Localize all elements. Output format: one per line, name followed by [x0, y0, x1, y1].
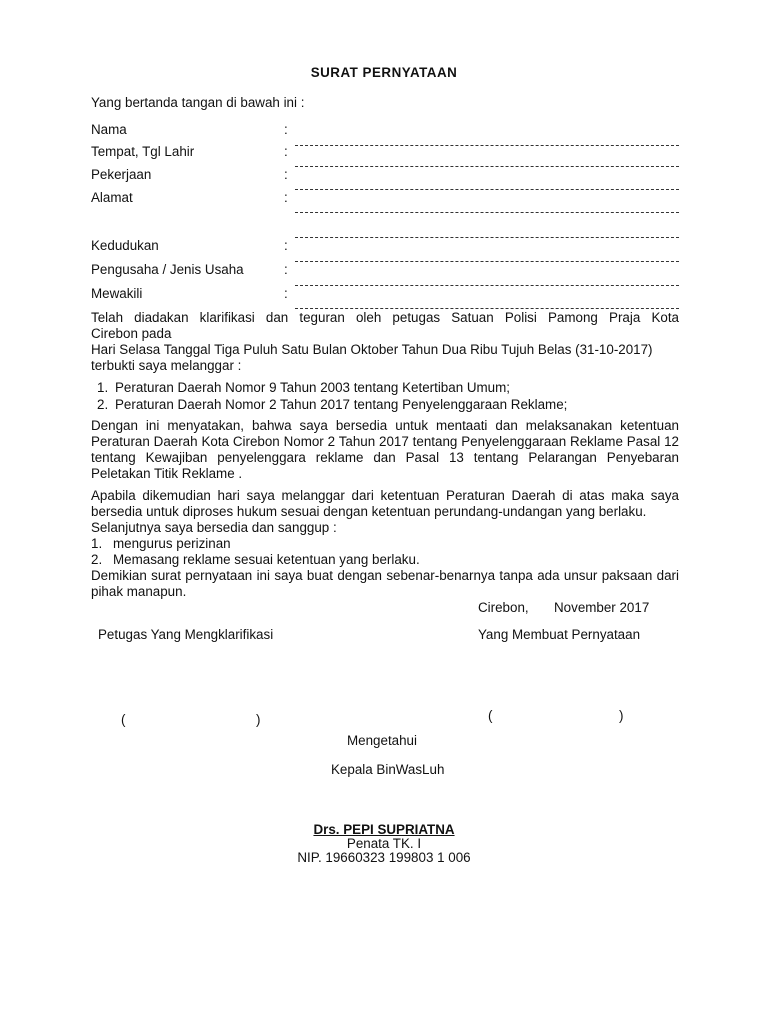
list-text: Peraturan Daerah Nomor 2 Tahun 2017 tentang Penyelenggaraan Reklame; — [115, 397, 568, 412]
paragraph-closing: Demikian surat pernyataan ini saya buat dengan sebenar-benarnya tanpa ada unsur paksaan dari pihak manapun. — [91, 568, 679, 599]
list-item — [97, 396, 567, 413]
acknowledge-label: Mengetahui — [347, 733, 417, 748]
paragraph-clarification-line2: Cirebon pada — [91, 326, 172, 341]
field-colon: : — [284, 262, 288, 277]
intro-text: Yang bertanda tangan di bawah ini : — [91, 95, 305, 110]
list-item — [91, 536, 420, 552]
fill-line — [295, 189, 679, 190]
signature-paren-open-left: ( — [121, 712, 126, 727]
field-colon: : — [284, 122, 288, 137]
list-item — [97, 379, 567, 396]
field-colon: : — [284, 190, 288, 205]
list-number: 1. — [91, 536, 103, 551]
field-label-pekerjaan: Pekerjaan — [91, 167, 152, 182]
list-text: Memasang reklame sesuai ketentuan yang berlaku. — [113, 552, 420, 567]
field-label-alamat: Alamat — [91, 190, 133, 205]
paragraph-consequence: Apabila dikemudian hari saya melanggar dari ketentuan Peraturan Daerah di atas maka saya bersedia untuk diproses hukum sesuai dengan ketentuan perundang-undangan yang berlaku. — [91, 488, 679, 519]
signature-paren-close-left: ) — [256, 712, 261, 727]
signature-paren-close-right: ) — [619, 708, 624, 723]
signature-paren-open-right: ( — [488, 708, 493, 723]
fill-line — [295, 237, 679, 238]
list-text: mengurus perizinan — [113, 536, 231, 551]
violation-list — [97, 379, 567, 413]
paragraph-clarification-line3: Hari Selasa Tanggal Tiga Puluh Satu Bulan Oktober Tahun Dua Ribu Tujuh Belas (31-10-2017) — [91, 342, 653, 357]
list-number: 2. — [91, 552, 103, 567]
fill-line — [295, 166, 679, 167]
fill-line — [295, 212, 679, 213]
commitment-list — [91, 536, 420, 568]
paragraph-commitment-intro: Selanjutnya saya bersedia dan sanggup : — [91, 520, 337, 535]
paragraph-statement: Dengan ini menyatakan, bahwa saya bersedia untuk mentaati dan melaksanakan ketentuan Peraturan Daerah Kota Cirebon Nomor 2 Tahun 2017 tentang Penyelenggaraan Reklame Pasal 12 tentang Kewajiban penyelenggara reklame dan Pasal 13 tentang Pelarangan Penyebaran Peletakan Titik Reklame . — [91, 418, 679, 481]
signature-label-declarant: Yang Membuat Pernyataan — [478, 627, 641, 642]
official-name: Drs. PEPI SUPRIATNA — [313, 822, 455, 837]
document-title: SURAT PERNYATAAN — [310, 65, 458, 80]
list-item — [91, 552, 420, 568]
official-rank: Penata TK. I — [346, 836, 422, 851]
field-label-nama: Nama — [91, 122, 127, 137]
place-date: November 2017 — [554, 600, 650, 615]
acknowledge-role: Kepala BinWasLuh — [331, 762, 445, 777]
list-number: 2. — [97, 397, 109, 412]
field-label-tempat-tgl-lahir: Tempat, Tgl Lahir — [91, 144, 195, 159]
list-number: 1. — [97, 380, 109, 395]
fill-line — [295, 145, 679, 146]
paragraph-clarification-line4: terbukti saya melanggar : — [91, 358, 242, 373]
field-colon: : — [284, 144, 288, 159]
field-colon: : — [284, 286, 288, 301]
fill-line — [295, 261, 679, 262]
field-colon: : — [284, 167, 288, 182]
field-label-mewakili: Mewakili — [91, 286, 143, 301]
place-city: Cirebon, — [478, 600, 529, 615]
list-text: Peraturan Daerah Nomor 9 Tahun 2003 tentang Ketertiban Umum; — [115, 380, 511, 395]
official-nip: NIP. 19660323 199803 1 006 — [297, 850, 471, 865]
paragraph-clarification-line1: Telah diadakan klarifikasi dan teguran oleh petugas Satuan Polisi Pamong Praja Kota — [91, 310, 679, 325]
fill-line — [295, 308, 679, 309]
fill-line — [295, 285, 679, 286]
field-label-pengusaha-jenis-usaha: Pengusaha / Jenis Usaha — [91, 262, 244, 277]
field-colon: : — [284, 238, 288, 253]
signature-label-officer: Petugas Yang Mengklarifikasi — [98, 627, 274, 642]
field-label-kedudukan: Kedudukan — [91, 238, 159, 253]
